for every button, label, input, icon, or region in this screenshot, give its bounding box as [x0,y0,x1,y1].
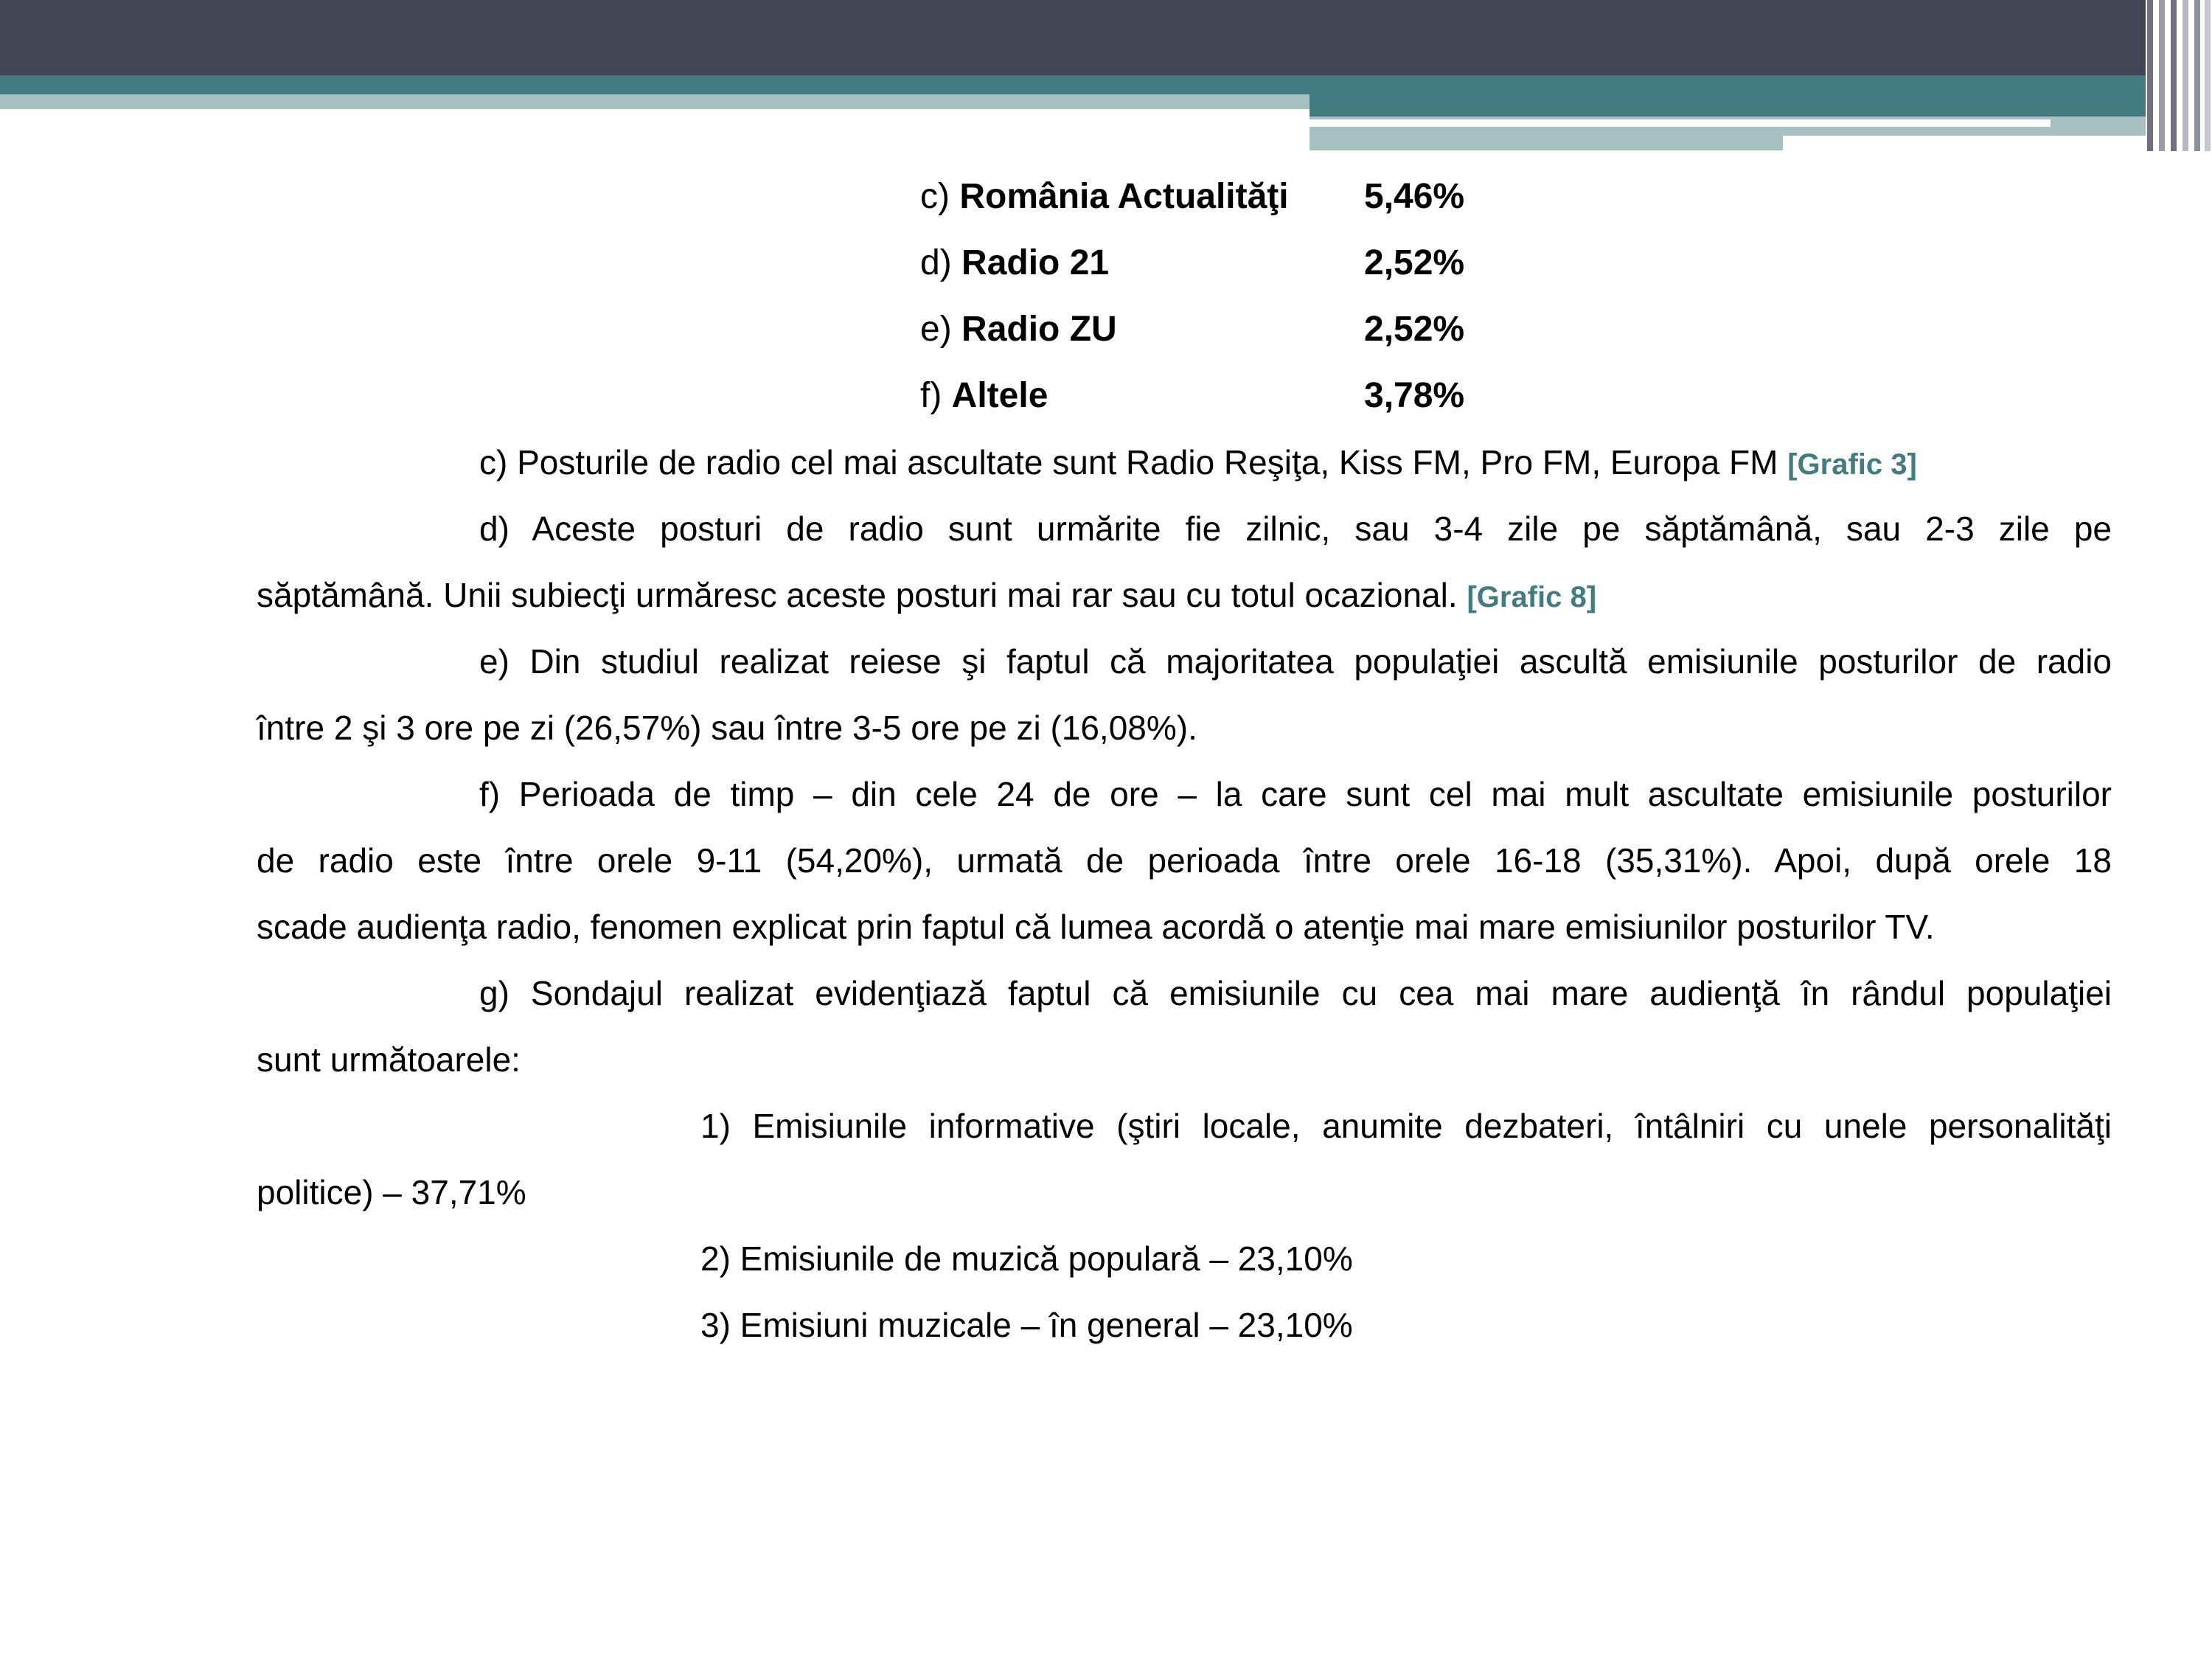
vertical-stripe [2147,0,2153,151]
vertical-stripe [2183,0,2188,151]
vertical-stripe [2159,0,2165,151]
paragraph-d-line [257,562,2112,630]
station-letter: c) [920,177,950,216]
station-name: Radio 21 [961,243,1110,282]
list-item-continuation: politice) – 37,71% [257,1173,526,1211]
list-item: 3) Emisiuni muzicale – în general – 23,10% [700,1306,1353,1344]
vertical-stripe [2194,0,2200,151]
station-name: Radio ZU [961,310,1117,349]
station-letter: d) [920,243,952,282]
station-row [920,363,1048,429]
station-row [920,164,1289,230]
vertical-stripe [2171,0,2177,151]
paragraph-g-line: g) Sondajul realizat evidenţiază faptul că emisiunile cu cea mai mare audienţă în rândul populaţiei [479,974,2112,1012]
list-item: 1) Emisiunile informative (ştiri locale, anumite dezbateri, întâlniri cu unele personalităţi [700,1107,2112,1145]
header-light-bar [0,94,1310,109]
station-percent: 5,46% [1364,177,1465,216]
station-letter: e) [920,310,952,349]
paragraph-f-line: de radio este între orele 9-11 (54,20%), urmată de perioada între orele 16-18 (35,31%). Apoi, după orele 18 [257,841,2112,880]
paragraph-c [257,429,2112,498]
chart-reference-link[interactable]: [Grafic 8] [1467,581,1597,613]
station-percent: 2,52% [1364,243,1465,282]
paragraph-g-line: sunt următoarele: [257,1040,521,1079]
paragraph-text: săptămână. Unii subiecţi urmăresc aceste posturi mai rar sau cu totul ocazional. [257,576,1458,614]
paragraph-f-line: scade audienţa radio, fenomen explicat prin faptul că lumea acordă o atenţie mai mare emisiunilor posturilor TV. [257,908,1935,946]
header-white-line [1310,119,2051,127]
vertical-stripe [2205,0,2211,151]
paragraph-d-line: d) Aceste posturi de radio sunt urmărite fie zilnic, sau 3-4 zile pe săptămână, sau 2-3 zile pe [479,509,2112,548]
list-item: 2) Emisiunile de muzică populară – 23,10% [700,1239,1353,1278]
header-dark-bar [0,0,2146,75]
station-percent: 3,78% [1364,376,1465,415]
paragraph-e-line: e) Din studiul realizat reiese şi faptul că majoritatea populaţiei ascultă emisiunile posturilor de radio [479,642,2112,681]
paragraph-f-line: f) Perioada de timp – din cele 24 de ore – la care sunt cel mai mult ascultate emisiunile posturilor [479,775,2112,813]
header-teal-bar-right [1310,94,2146,116]
station-row [920,296,1117,363]
chart-reference-link[interactable]: [Grafic 3] [1787,448,1917,481]
header-teal-bar [0,75,2146,94]
station-percent: 2,52% [1364,310,1465,349]
station-name: Altele [951,376,1048,415]
station-name: România Actualităţi [959,177,1289,216]
header-light-bar-short [1310,136,1783,150]
header-decoration [0,0,2212,155]
paragraph-e-line: între 2 şi 3 ore pe zi (26,57%) sau între 3-5 ore pe zi (16,08%). [257,709,1197,747]
paragraph-text: c) Posturile de radio cel mai ascultate sunt Radio Reşiţa, Kiss FM, Pro FM, Europa FM [479,443,1778,481]
station-row [920,230,1109,296]
station-letter: f) [920,376,942,415]
